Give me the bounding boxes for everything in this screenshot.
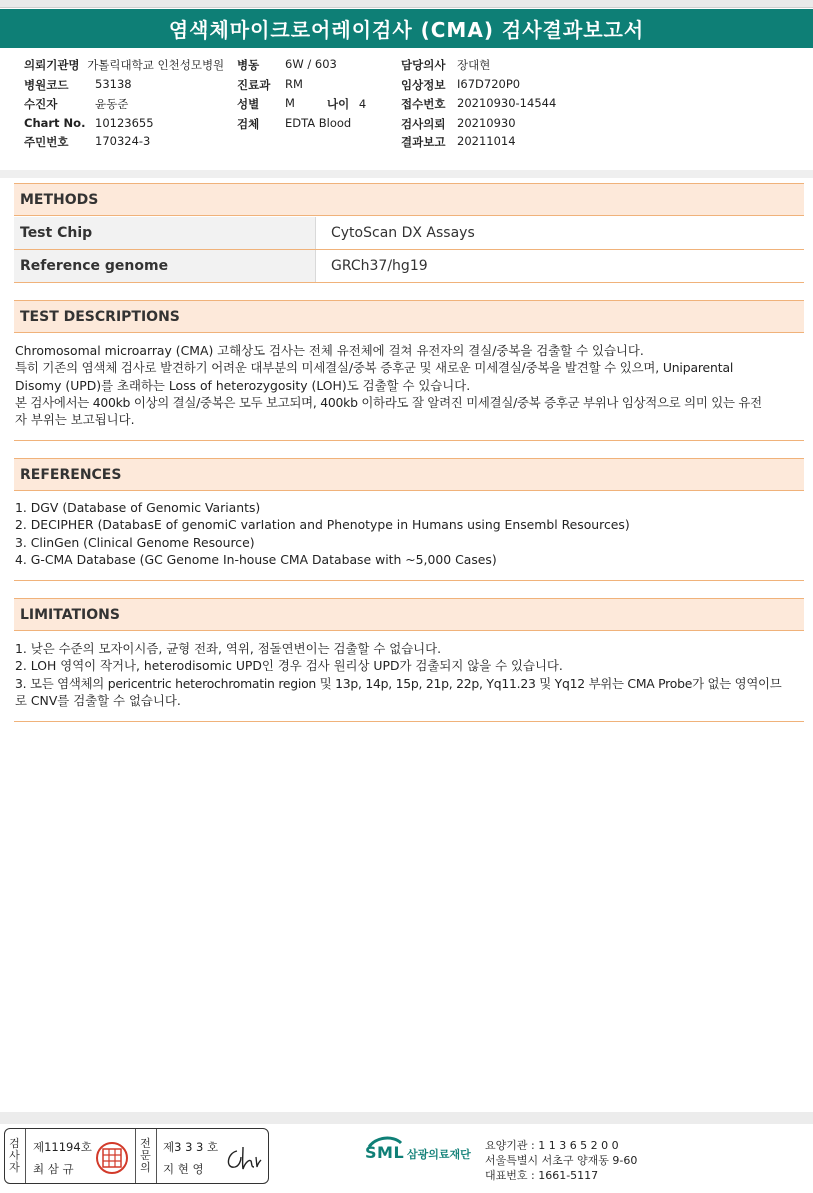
- request-info: [401, 116, 516, 132]
- description-line: 자 부위는 보고됩니다.: [15, 412, 135, 428]
- specialist-vertical-label: 전 문 의: [140, 1137, 151, 1174]
- limitations-list: [15, 640, 803, 709]
- name-label: 수진자: [24, 97, 58, 111]
- footer-separator: [0, 1112, 813, 1124]
- name-info: [24, 96, 129, 112]
- age-value: 4: [358, 97, 367, 111]
- official-seal-icon: [95, 1141, 129, 1175]
- methods-heading: METHODS: [14, 183, 804, 216]
- doctor-info: [401, 57, 491, 73]
- references-heading: REFERENCES: [14, 458, 804, 491]
- specialist-license-no: 제3 3 3 호: [163, 1140, 219, 1154]
- limitations-heading: LIMITATIONS: [14, 598, 804, 631]
- methods-row-test-chip: [14, 217, 804, 250]
- limitation-item: 1. 낮은 수준의 모자이시즘, 균형 전좌, 역위, 점돌연변이는 검출할 수 없습니다.: [15, 641, 442, 656]
- ward-value: 6W / 603: [285, 57, 337, 71]
- limitation-item: 3. 모든 염색체의 pericentric heterochromatin region 및 13p, 14p, 15p, 21p, 22p, Yq11.23 및 Yq12 부위는 CMA Probe가 없는 영역이므: [15, 675, 782, 691]
- box-divider: [25, 1129, 26, 1183]
- code-label: 병원코드: [24, 78, 69, 92]
- sex-label: 성별: [237, 97, 260, 111]
- section-divider: [14, 580, 804, 581]
- box-divider: [135, 1129, 136, 1183]
- specialist-name: 지 현 영: [163, 1162, 204, 1176]
- tester-name: 최 삼 규: [33, 1162, 74, 1176]
- clinical-info: [401, 77, 521, 93]
- chart-value: 10123655: [95, 116, 154, 130]
- limitation-item: 2. LOH 영역이 작거나, heterodisomic UPD인 경우 검사 원리상 UPD가 검출되지 않을 수 있습니다.: [15, 658, 563, 674]
- ward-info: [237, 57, 337, 73]
- test-descriptions-heading: TEST DESCRIPTIONS: [14, 300, 804, 333]
- sex-info: [237, 96, 295, 112]
- doctor-label: 담당의사: [401, 58, 446, 72]
- clinical-label: 임상정보: [401, 78, 446, 92]
- specimen-label: 검체: [237, 117, 260, 131]
- reference-item: 2. DECIPHER (DatabasE of genomiC varIation and Phenotype in Humans using Ensembl Resources): [15, 517, 630, 533]
- description-line: 특히 기존의 염색체 검사로 발견하기 어려운 대부분의 미세결실/중복 증후군 및 새로운 미세결실/중복을 발견할 수 있으며, Uniparental: [15, 360, 734, 376]
- reference-item: 4. G-CMA Database (GC Genome In-house CMA Database with ~5,000 Cases): [15, 551, 497, 567]
- specimen-info: [237, 116, 352, 132]
- clinical-value: I67D720P0: [457, 77, 521, 91]
- header-separator: [0, 170, 813, 178]
- methods-value: CytoScan DX Assays: [331, 225, 475, 241]
- test-descriptions-text: [15, 342, 803, 428]
- box-divider: [156, 1129, 157, 1183]
- report-date-info: [401, 134, 516, 150]
- request-value: 20210930: [457, 116, 516, 130]
- hospital-info: [24, 57, 224, 73]
- report-date-label: 결과보고: [401, 135, 446, 149]
- age-label: 나이: [327, 97, 350, 111]
- chart-info: [24, 116, 154, 130]
- ward-label: 병동: [237, 58, 260, 72]
- ssn-label: 주민번호: [24, 135, 69, 149]
- logo-organization: 삼광의료재단: [407, 1148, 471, 1161]
- hospital-label: 의뢰기관명: [24, 58, 80, 72]
- methods-key: Test Chip: [14, 217, 316, 249]
- code-info: [24, 77, 132, 93]
- report-date-value: 20211014: [457, 134, 516, 148]
- dept-label: 진료과: [237, 78, 271, 92]
- tester-vertical-label: 검 사 자: [9, 1137, 20, 1174]
- methods-key: Reference genome: [14, 250, 316, 282]
- description-line: Disomy (UPD)를 초래하는 Loss of heterozygosity (LOH)도 검출할 수 있습니다.: [15, 377, 471, 393]
- report-title: 염색체마이크로어레이검사 (CMA) 검사결과보고서: [0, 9, 813, 48]
- methods-row-reference-genome: [14, 250, 804, 283]
- description-line: Chromosomal microarray (CMA) 고해상도 검사는 전체 유전체에 걸쳐 유전자의 결실/중복을 검출할 수 있습니다.: [15, 343, 644, 358]
- ssn-value: 170324-3: [95, 134, 151, 148]
- tester-license-no: 제11194호: [33, 1140, 92, 1154]
- dept-value: RM: [285, 77, 303, 91]
- section-divider: [14, 440, 804, 441]
- top-margin-bar: [0, 0, 813, 8]
- sml-logo: [365, 1137, 485, 1171]
- specimen-value: EDTA Blood: [285, 116, 352, 130]
- signature-box: [4, 1128, 269, 1184]
- receipt-label: 접수번호: [401, 97, 446, 111]
- sex-value: M: [285, 96, 295, 110]
- hospital-value: 가톨릭대학교 인천성모병원: [87, 58, 225, 72]
- reference-item: 1. DGV (Database of Genomic Variants): [15, 500, 261, 515]
- logo-mark: SML: [365, 1143, 405, 1162]
- section-divider: [14, 721, 804, 722]
- reference-item: 3. ClinGen (Clinical Genome Resource): [15, 534, 255, 550]
- receipt-info: [401, 96, 557, 112]
- description-line: 본 검사에서는 400kb 이상의 결실/중복은 모두 보고되며, 400kb 이하라도 잘 알려진 미세결실/중복 증후군 부위나 임상적으로 의미 있는 유전: [15, 394, 762, 410]
- request-label: 검사의뢰: [401, 117, 446, 131]
- limitation-item: 로 CNV를 검출할 수 없습니다.: [15, 692, 181, 708]
- institution-address: 서울특별시 서초구 양재동 9-60: [485, 1154, 638, 1167]
- receipt-value: 20210930-14544: [457, 96, 557, 110]
- chart-label: Chart No.: [24, 116, 86, 130]
- dept-info: [237, 77, 303, 93]
- institution-code: 요양기관 : 1 1 3 6 5 2 0 0: [485, 1139, 619, 1152]
- age-info: [327, 96, 366, 112]
- institution-phone: 대표번호 : 1661-5117: [485, 1169, 599, 1182]
- name-value: 윤동준: [95, 97, 129, 111]
- ssn-info: [24, 134, 151, 150]
- doctor-value: 장대현: [457, 58, 491, 72]
- methods-value: GRCh37/hg19: [331, 258, 428, 274]
- handwritten-signature-icon: [223, 1143, 263, 1175]
- references-list: [15, 499, 803, 568]
- code-value: 53138: [95, 77, 132, 91]
